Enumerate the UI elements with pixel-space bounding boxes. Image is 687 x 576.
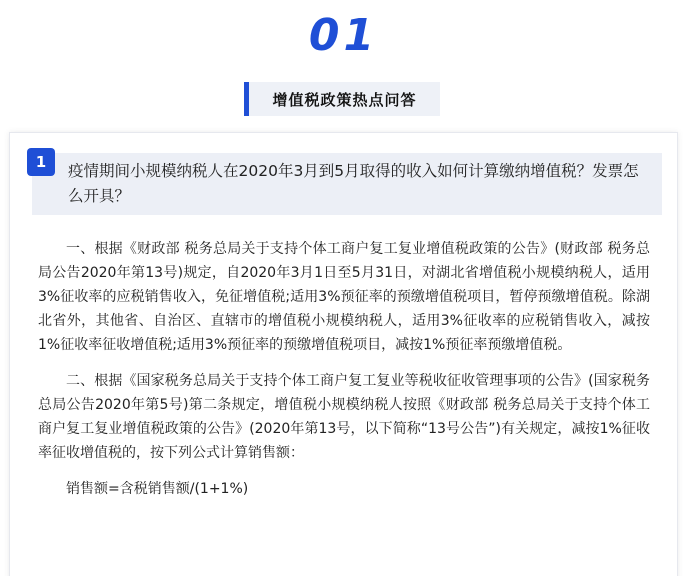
- sales-formula: 销售额=含税销售额/(1+1%): [66, 481, 249, 497]
- question-text: 疫情期间小规模纳税人在2020年3月到5月取得的收入如何计算缴纳增值税？发票怎么开具？: [68, 162, 639, 205]
- answer-paragraph-2: 二、根据《国家税务总局关于支持个体工商户复工复业等税收征收管理事项的公告》(国家税务总局公告2020年第5号)第二条规定，增值税小规模纳税人按照《财政部 税务总局关于支持个体工商户复工复业增值税政策的公告》(2020年第13号，以下简称“13号公告”)有关规定，减按1%征收率征收增值税的，按下列公式计算销售额：: [38, 373, 650, 461]
- question-number-badge: 1: [27, 148, 55, 176]
- section-number: 01: [308, 10, 379, 61]
- qa-card: [9, 132, 678, 576]
- answer-body: [38, 237, 650, 501]
- question-box: [32, 153, 662, 215]
- answer-paragraph-1: 一、根据《财政部 税务总局关于支持个体工商户复工复业增值税政策的公告》(财政部 税务总局公告2020年第13号)规定，自2020年3月1日至5月31日，对湖北省增值税小规模纳税人，适用3%征收率的应税销售收入，免征增值税;适用3%预征率的预缴增值税项目，暂停预缴增值税。除湖北省外，其他省、自治区、直辖市的增值税小规模纳税人，适用3%征收率的应税销售收入，减按1%征收率征收增值税;适用3%预征率的预缴增值税项目，减按1%预征率预缴增值税。: [38, 241, 650, 353]
- section-title: 增值税政策热点问答: [272, 90, 417, 109]
- section-title-box: [244, 82, 440, 116]
